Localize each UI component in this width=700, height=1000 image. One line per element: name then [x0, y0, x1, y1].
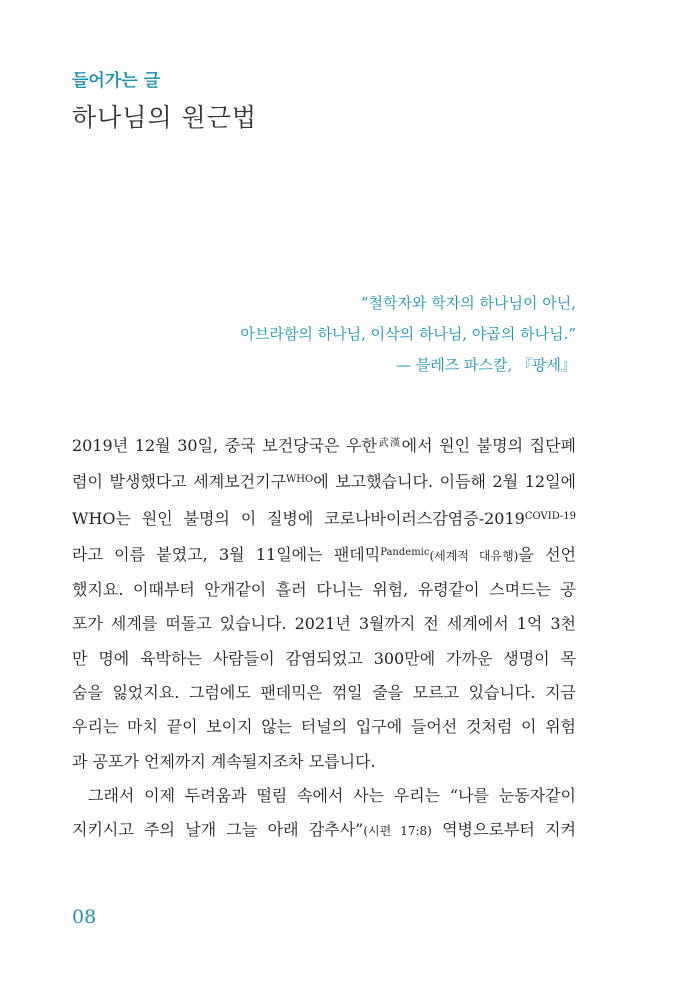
body-line: 했지요. 이때부터 안개같이 흘러 다니는 위험, 유령같이 스며드는 공: [72, 580, 576, 600]
annotation-hanja: 武漢: [377, 438, 402, 449]
epigraph-attribution: — 블레즈 파스칼, 『팡세』: [396, 356, 576, 374]
body-text-segment: WHO는 원인 불명의 이 질병에 코로나바이러스감염증-2019: [72, 508, 525, 528]
body-text-segment: 2019년 12월 30일, 중국 보건당국은 우한: [72, 436, 378, 455]
body-line: 그래서 이제 두려움과 떨림 속에서 사는 우리는 “나를 눈동자같이: [88, 785, 576, 805]
body-line: [72, 427, 576, 463]
epigraph: [240, 288, 576, 381]
page-number: 08: [72, 906, 97, 928]
epigraph-line-1: “철학자와 학자의 하나님이 아닌,: [360, 294, 576, 312]
body-line: [72, 813, 576, 848]
body-text-segment: 렴이 발생했다고 세계보건기구: [72, 472, 287, 492]
body-line: 포가 세계를 떠돌고 있습니다. 2021년 3월까지 전 세계에서 1억 3천: [72, 614, 576, 634]
body-text-segment: 지키시고 주의 날개 그늘 아래 감추사”: [72, 820, 364, 840]
chapter-label: 들어가는 글: [72, 71, 161, 91]
body-line: 과 공포가 언제까지 계속될지조차 모릅니다.: [72, 751, 376, 771]
body-text-segment: 역병으로부터 지켜: [431, 820, 577, 840]
body-line: 우리는 마치 끝이 보이지 않는 터널의 입구에 들어선 것처럼 이 위험: [72, 717, 576, 737]
body-line: [72, 463, 576, 499]
body-line: 숨을 잃었지요. 그럼에도 팬데믹은 꺾일 줄을 모르고 있습니다. 지금: [72, 683, 576, 703]
body-text-segment: 라고 이름 붙였고, 3월 11일에는 팬데믹: [72, 544, 381, 564]
body-text-segment: 을 선언: [518, 544, 576, 564]
annotation-english: Pandemic: [380, 546, 430, 558]
epigraph-line-2: 아브라함의 하나님, 이삭의 하나님, 야곱의 하나님.”: [240, 325, 576, 343]
chapter-title: 하나님의 원근법: [72, 103, 257, 132]
body-text-segment: 에서 원인 불명의 집단폐: [401, 436, 577, 455]
scripture-reference: (시편 17:8): [363, 824, 432, 839]
annotation-gloss: (세계적 대유행): [429, 548, 519, 563]
body-line: 만 명에 육박하는 사람들이 감염되었고 300만에 가까운 생명이 목: [72, 648, 576, 668]
body-text-segment: 에 보고했습니다. 이듬해 2월 12일에: [313, 472, 576, 492]
body-line: [72, 500, 576, 536]
body-line: [72, 536, 576, 573]
annotation-english: COVID-19: [524, 510, 576, 522]
annotation-english: WHO: [286, 474, 314, 486]
body-text: [72, 427, 576, 849]
